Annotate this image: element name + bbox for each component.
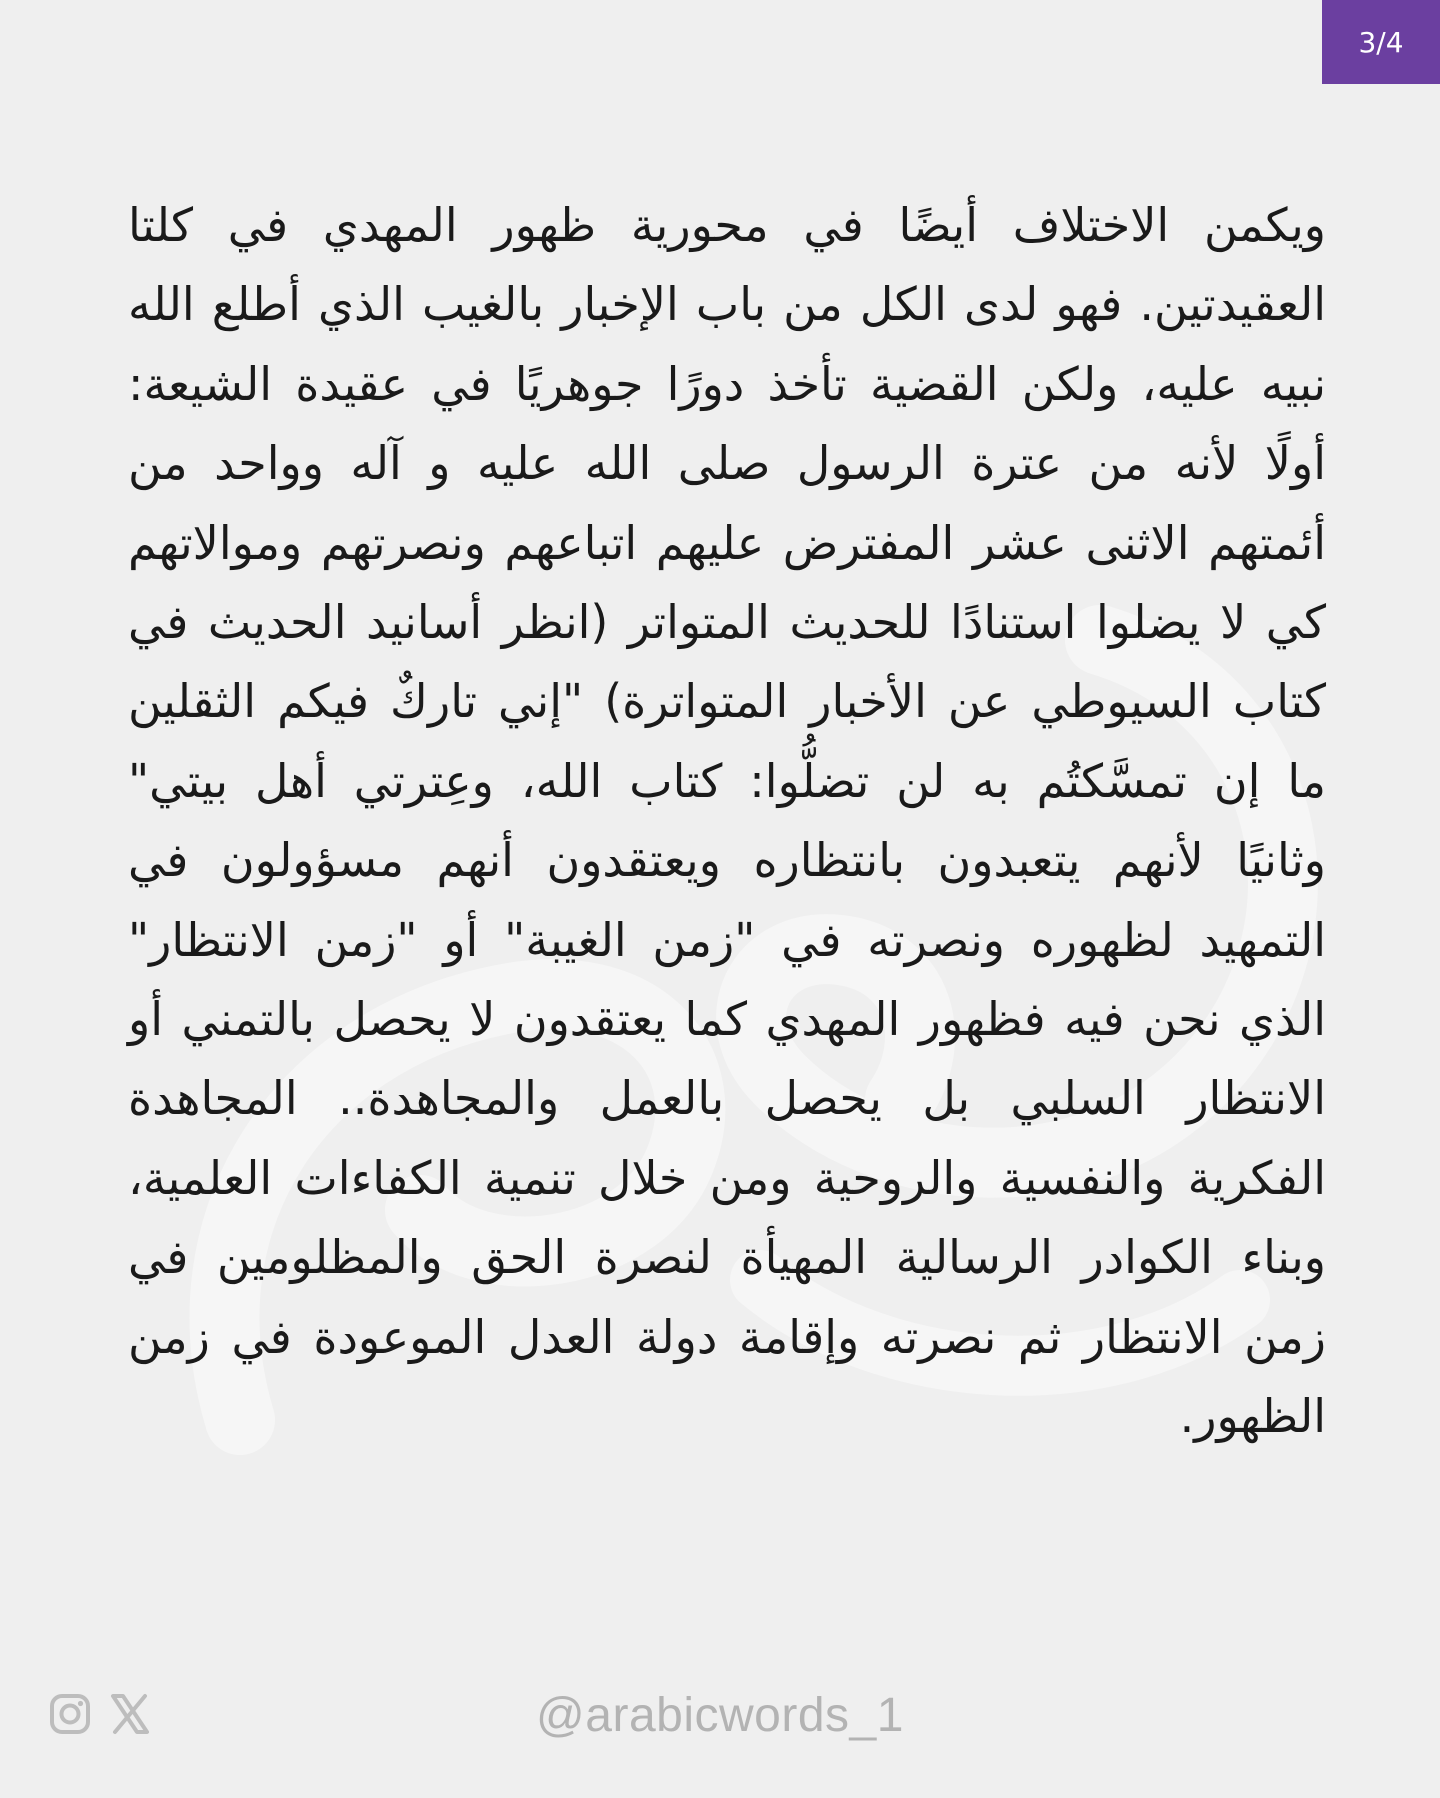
footer xyxy=(0,1684,1440,1754)
account-handle: @arabicwords_1 xyxy=(536,1689,904,1742)
page-indicator: 3/4 xyxy=(1322,0,1440,84)
article-body: ويكمن الاختلاف أيضًا في محورية ظهور المهدي في كلتا العقيدتين. فهو لدى الكل من باب الإخبار بالغيب الذي أطلع الله نبيه عليه، ولكن القضية تأخذ دورًا جوهريًا في عقيدة الشيعة: أولًا لأنه من عترة الرسول صلى الله عليه و آله وواحد من أئمتهم الاثنى عشر المفترض عليهم اتباعهم ونصرتهم وموالاتهم كي لا يضلوا استنادًا للحديث المتواتر (انظر أسانيد الحديث في كتاب السيوطي عن الأخبار المتواترة) "إني تاركٌ فيكم الثقلين ما إن تمسَّكتُم به لن تضلُّوا: كتاب الله، وعِترتي أهل بيتي" وثانيًا لأنهم يتعبدون بانتظاره ويعتقدون أنهم مسؤولون في التمهيد لظهوره ونصرته في "زمن الغيبة" أو "زمن الانتظار" الذي نحن فيه فظهور المهدي كما يعتقدون لا يحصل بالتمني أو الانتظار السلبي بل يحصل بالعمل والمجاهدة.. المجاهدة الفكرية والنفسية والروحية ومن خلال تنمية الكفاءات العلمية، وبناء الكوادر الرسالية المهيأة لنصرة الحق والمظلومين في زمن الانتظار ثم نصرته وإقامة دولة العدل الموعودة في زمن الظهور. xyxy=(128,198,1326,1444)
